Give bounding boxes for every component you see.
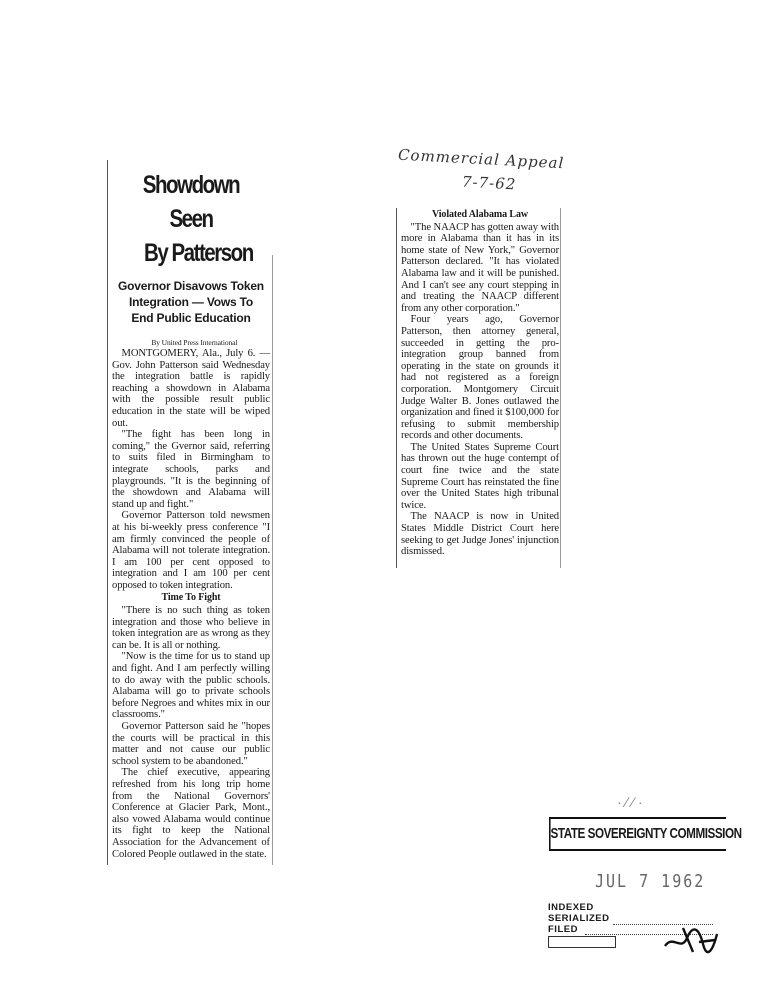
paragraph-1: MONTGOMERY, Ala., July 6. —Gov. John Patterson said Wednesday the integration battle is rapidly reaching a showdown in Alabama with the possible result public education in the state will be wiped out.	[112, 348, 270, 429]
paragraph-5: "Now is the time for us to stand up and fight. And I am perfectly willing to do away with the public schools. Alabama will go to private schools before Negroes and whites mix in our classrooms."	[112, 651, 270, 721]
subhead-violated-alabama-law: Violated Alabama Law	[432, 209, 528, 220]
article-right-column	[401, 208, 559, 558]
paragraph-6: Governor Patterson said he "hopes the courts will be practical in this matter and not cause our public school system to be abandoned."	[112, 721, 270, 767]
headline-line-1: Showdown Seen	[142, 171, 240, 233]
right-column-right-rule	[560, 208, 561, 568]
stamp-title: STATE SOVEREIGNTY COMMISSION	[549, 817, 726, 851]
paragraph-9: Four years ago, Governor Patterson, then attorney general, succeeded in getting the pro-integration group banned from operating in the state on grounds it had not registered as a foreign corporation. Montgomery Circuit Judge Walter B. Jones outlawed the organization and fined it $100,000 for refusing to submit membership records and other documents.	[401, 314, 559, 442]
article-headline	[120, 168, 263, 270]
stamp-filed-label: FILED	[548, 924, 578, 935]
handwritten-source-note: Commercial Appeal	[397, 145, 565, 173]
stamp-scrawl-mark: · ∕ ⁄ ·	[617, 794, 643, 810]
paragraph-8: "The NAACP has gotten away with more in Alabama than it has in its home state of New York," Governor Patterson declared. "It has violated Alabama law and it will be punished. And I can't see any court stepping in and treating the NAACP different from any other corporation."	[401, 221, 559, 314]
headline-line-2: By Patterson	[144, 239, 253, 267]
stamp-signature-scribble	[663, 924, 719, 954]
sovereignty-commission-stamp	[545, 794, 742, 956]
handwritten-date-note: 7-7-62	[461, 172, 517, 194]
deck-line-3: End Public Education	[131, 311, 251, 325]
paragraph-10: The United States Supreme Court has thrown out the huge contempt of court fine twice and the state Supreme Court has reinstated the fine over the United States high tribunal twice.	[401, 441, 559, 511]
stamp-box	[548, 936, 616, 948]
left-column-right-rule	[272, 255, 273, 865]
article-deck	[112, 278, 270, 326]
paragraph-3: Governor Patterson told newsmen at his bi-weekly press conference "I am firmly convinced the people of Alabama will not tolerate integration. I am 100 per cent opposed to integration and I am 100 per cent opposed to token integration.	[112, 510, 270, 591]
stamp-date: JUL 7 1962	[595, 870, 706, 892]
paragraph-11: The NAACP is now in United States Middle District Court here seeking to get Judge Jones' injunction dismissed.	[401, 511, 559, 558]
paragraph-4: "There is no such thing as token integration and those who believe in token integration are as wrong as they can be. It is all or nothing.	[112, 605, 270, 651]
right-column-rule	[396, 208, 397, 568]
subhead-time-to-fight: Time To Fight	[161, 592, 221, 604]
paragraph-2: "The fight has been long in coming," the Gvernor said, referring to suits filed in Birmingham to integrate schools, parks and playgrounds. "It is the beginning of the showdown and Alabama will stand up and fight."	[112, 429, 270, 510]
article-left-column	[112, 168, 270, 860]
deck-line-1: Governor Disavows Token	[118, 279, 264, 293]
stamp-serialized-label: SERIALIZED	[548, 913, 610, 924]
paragraph-7: The chief executive, appearing refreshed from his long trip home from the National Governors' Conference at Glacier Park, Mont., also vowed Alabama would continue its fight to keep the National Association for the Advancement of Colored People outlawed in the state.	[112, 767, 270, 860]
article-byline: By United Press International	[151, 338, 238, 347]
left-column-rule	[107, 160, 108, 865]
stamp-indexed-label: INDEXED	[548, 902, 594, 913]
deck-line-2: Integration — Vows To	[128, 295, 254, 309]
